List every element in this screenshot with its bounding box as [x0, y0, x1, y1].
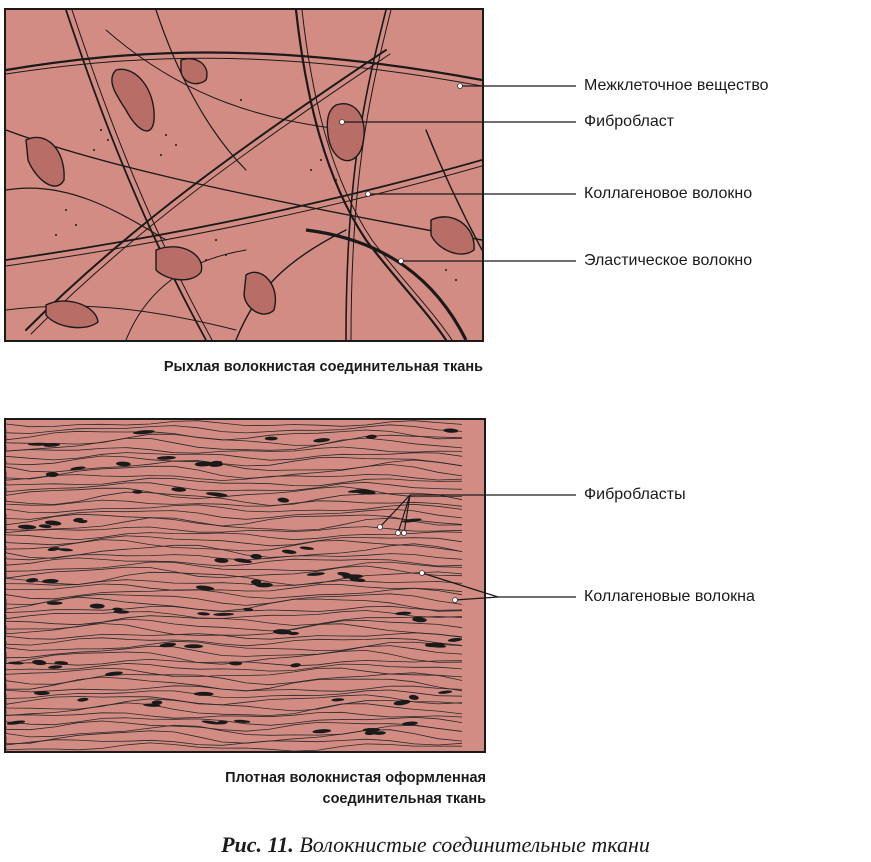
caption-dense-tissue-line2: соединительная ткань	[322, 791, 486, 807]
leader-collagen-fibers-1	[422, 573, 576, 597]
label-collagen-fibers: Коллагеновые волокна	[584, 588, 755, 605]
label-collagen-fiber: Коллагеновое волокно	[584, 185, 753, 202]
pointer-dot	[420, 571, 425, 576]
label-elastic-fiber: Эластическое волокно	[584, 252, 753, 269]
pointer-dot	[340, 120, 345, 125]
pointer-dot	[399, 259, 404, 264]
caption-loose-tissue: Рыхлая волокнистая соединительная ткань	[163, 359, 483, 375]
pointer-dot	[453, 598, 458, 603]
figure-number: Рис. 11.	[221, 832, 294, 857]
leader-collagen-fibers-2	[455, 597, 498, 600]
label-fibroblast: Фибробласт	[584, 113, 675, 130]
pointer-dot	[402, 531, 407, 536]
pointer-dot	[458, 84, 463, 89]
figure-title: Волокнистые соединительные ткани	[299, 832, 650, 857]
pointer-dot	[396, 531, 401, 536]
figure-caption	[0, 832, 871, 858]
pointer-dot	[378, 525, 383, 530]
pointer-dot	[366, 192, 371, 197]
label-intercellular-substance: Межклеточное вещество	[584, 77, 769, 94]
caption-dense-tissue-line1: Плотная волокнистая оформленная	[225, 770, 486, 786]
label-fibroblasts: Фибробласты	[584, 486, 686, 503]
